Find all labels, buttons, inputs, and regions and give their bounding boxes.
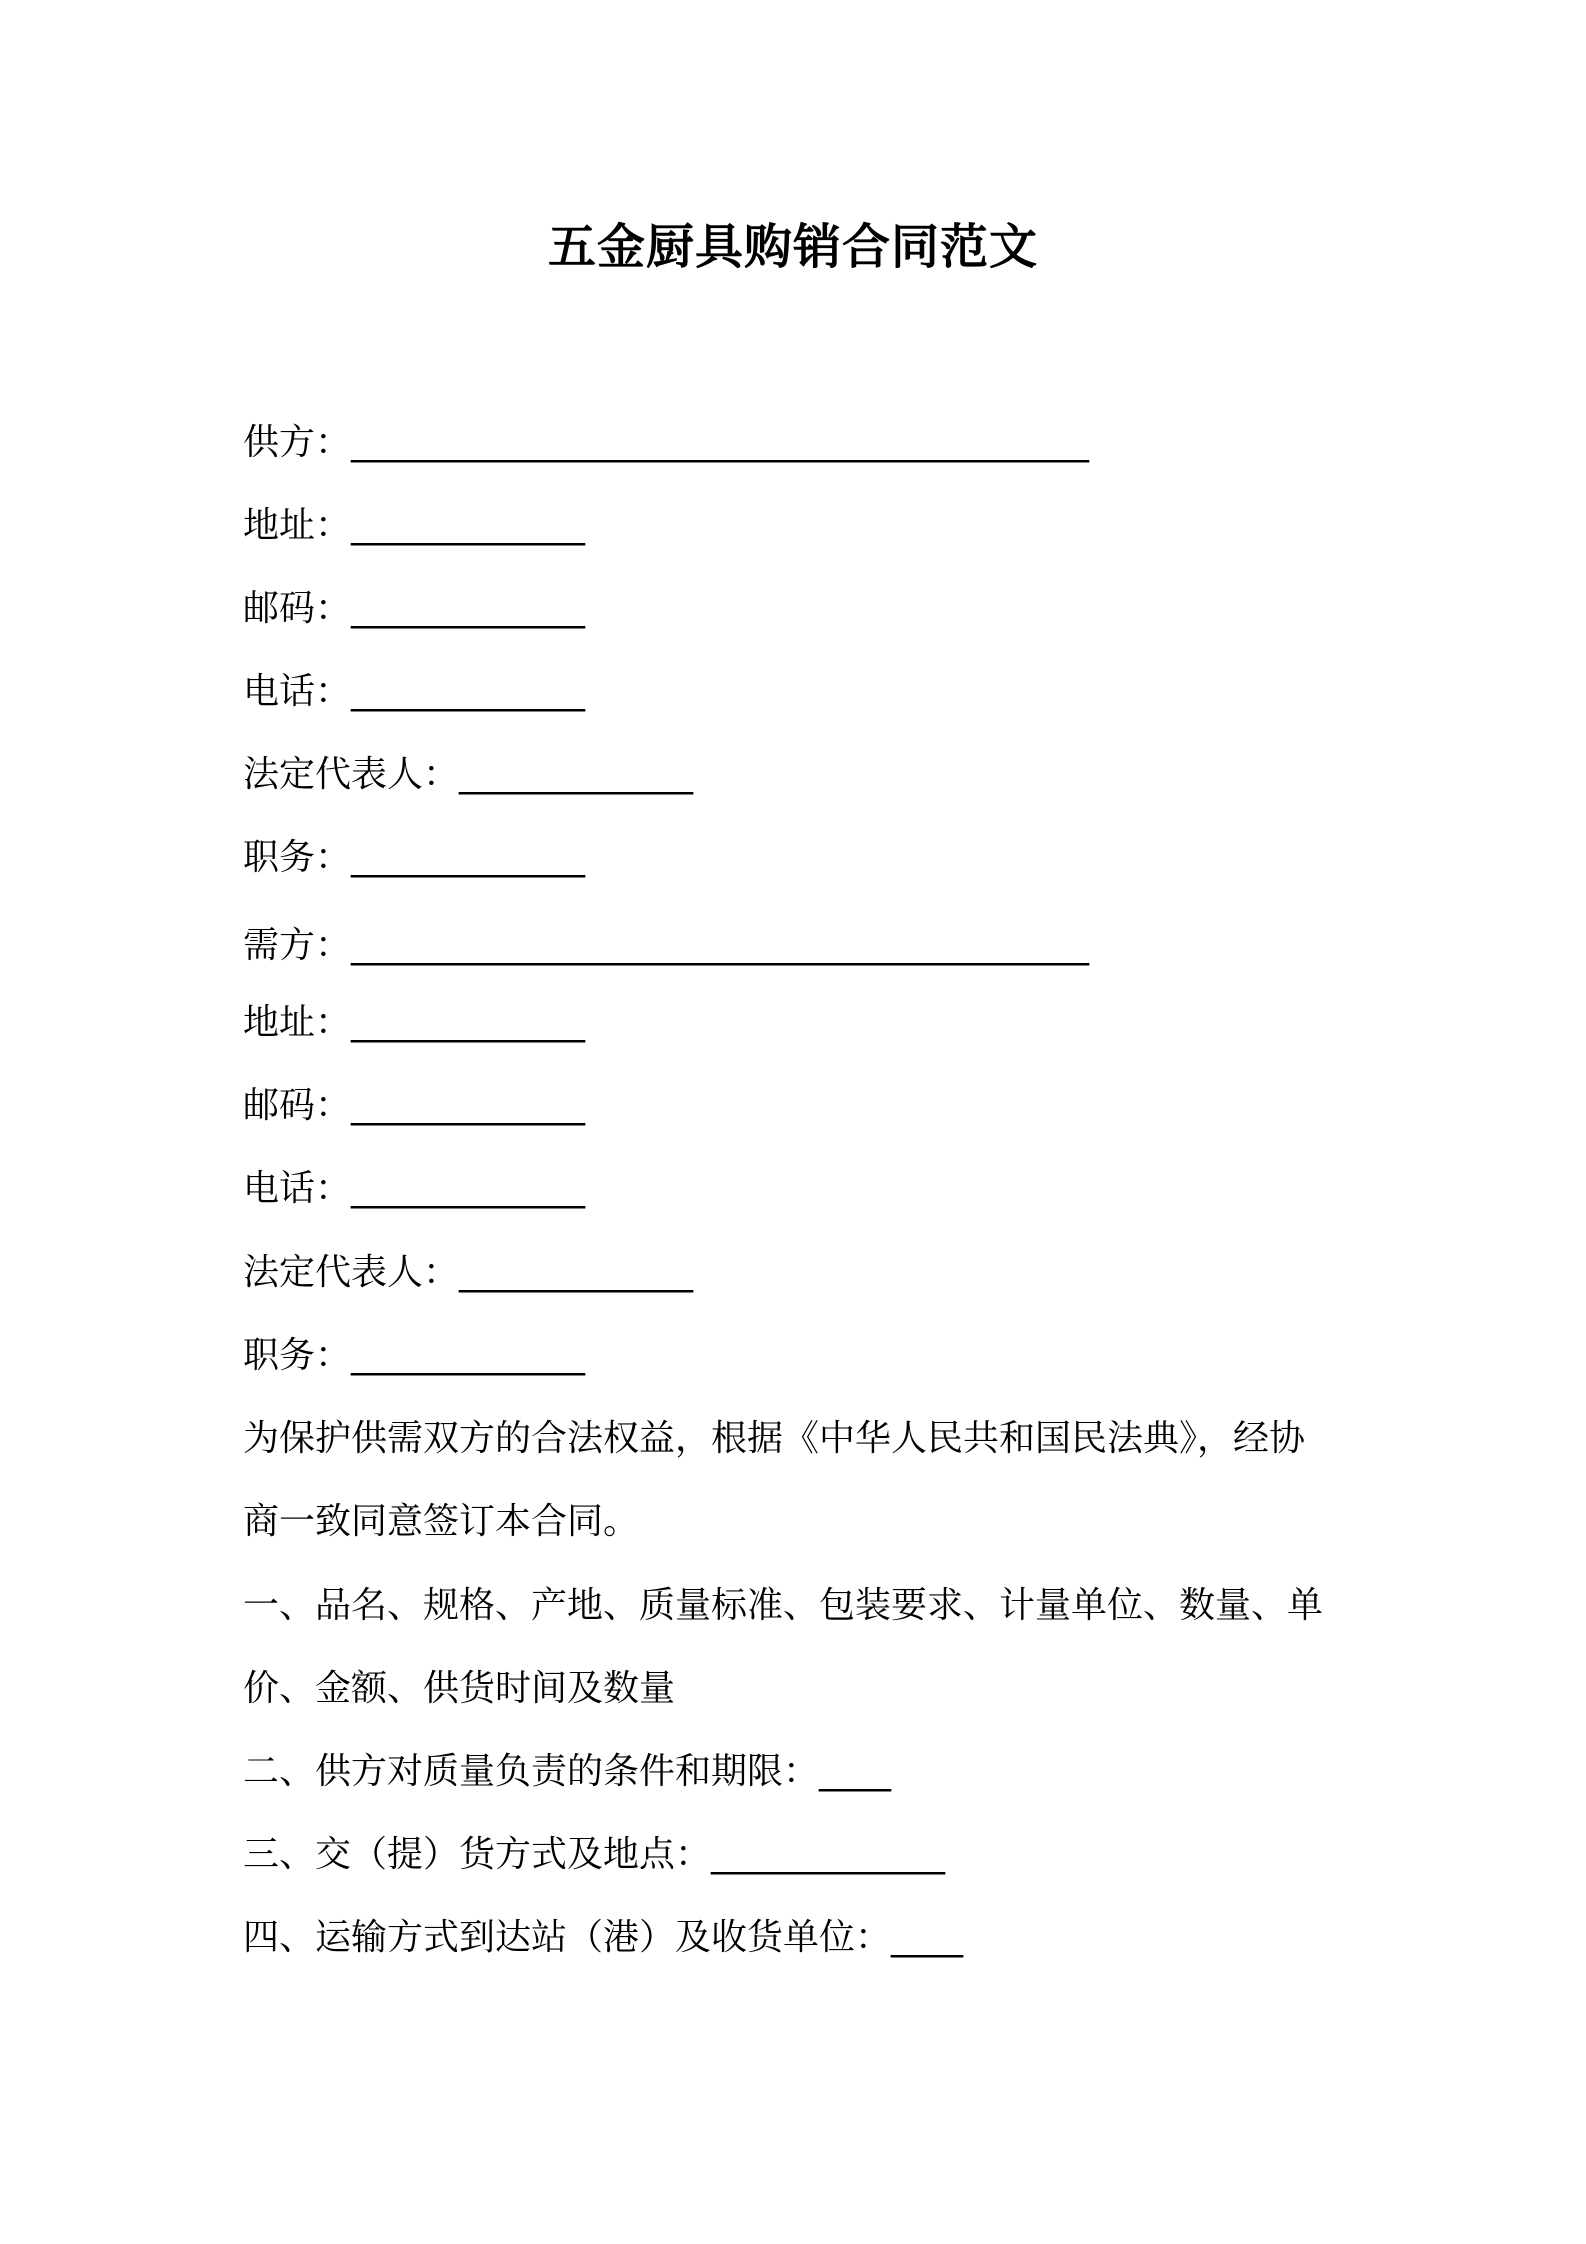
buyer-position-line: 职务：_____________ [243,1335,586,1376]
preamble-line-1: 为保护供需双方的合法权益，根据《中华人民共和国民法典》，经协 [243,1418,1306,1459]
clause-2-line: 二、供方对质量负责的条件和期限：____ [243,1751,892,1792]
supplier-party-line: 供方：_________________________________________ [243,422,1090,463]
supplier-legal-rep-line: 法定代表人：_____________ [243,754,694,795]
preamble-line-2: 商一致同意签订本合同。 [243,1501,640,1542]
supplier-address-line: 地址：_____________ [243,505,586,546]
document-title: 五金厨具购销合同范文 [547,219,1038,275]
supplier-phone-line: 电话：_____________ [243,671,586,712]
clause-3-line: 三、交（提）货方式及地点：_____________ [243,1834,946,1875]
buyer-address-line: 地址：_____________ [243,1002,586,1043]
supplier-position-line: 职务：_____________ [243,837,586,878]
buyer-party-line: 需方：_________________________________________ [243,925,1090,966]
buyer-legal-rep-line: 法定代表人：_____________ [243,1252,694,1293]
buyer-postcode-line: 邮码：_____________ [243,1085,586,1126]
buyer-phone-line: 电话：_____________ [243,1168,586,1209]
supplier-postcode-line: 邮码：_____________ [243,588,586,629]
clause-4-line: 四、运输方式到达站（港）及收货单位：____ [243,1917,964,1958]
clause-1-line-2: 价、金额、供货时间及数量 [243,1668,676,1709]
clause-1-line-1: 一、品名、规格、产地、质量标准、包装要求、计量单位、数量、单 [243,1585,1324,1626]
